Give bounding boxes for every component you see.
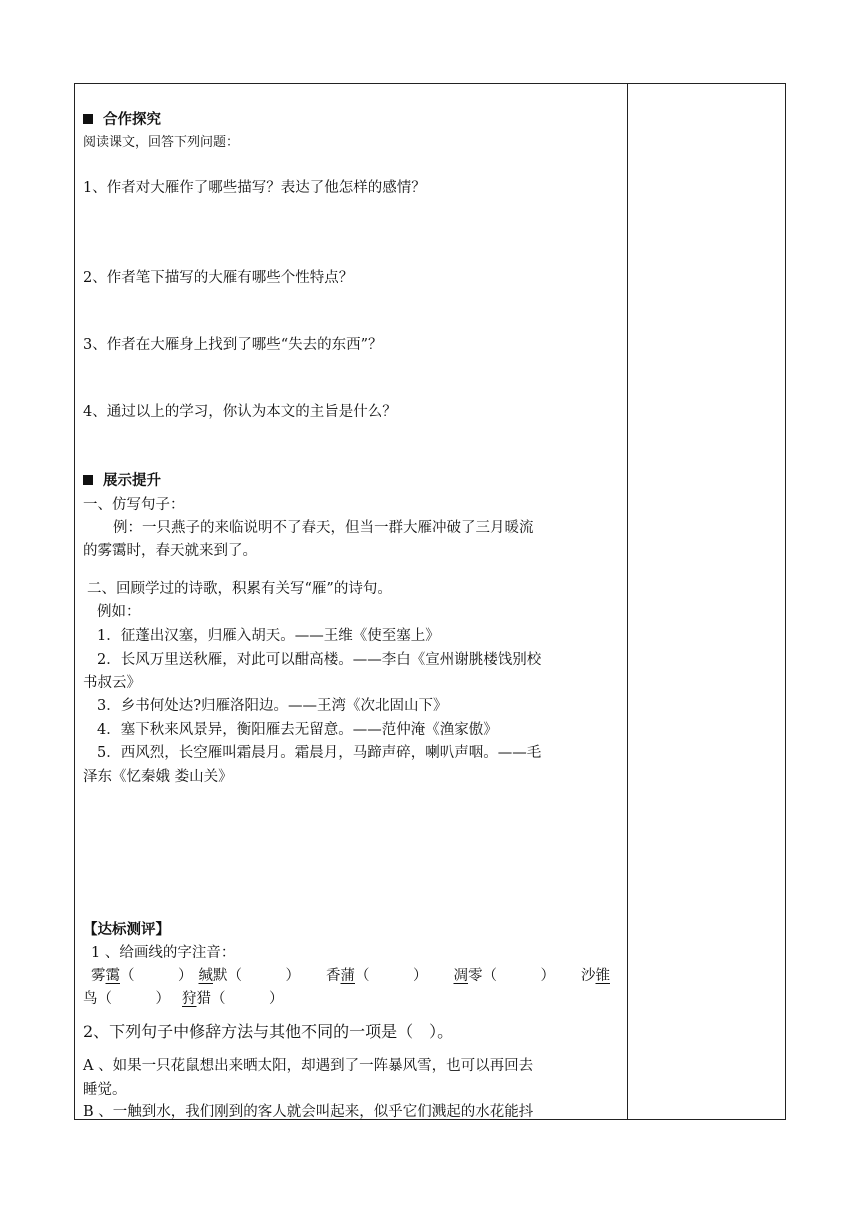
section-heading-showcase: 展示提升 xyxy=(83,469,621,490)
poem-line: 2．长风万里送秋雁，对此可以酣高楼。——李白《宣州谢朓楼饯别校 xyxy=(97,652,542,668)
example-line-1: 例：一只燕子的来临说明不了春天，但当一群大雁冲破了三月暖流 xyxy=(113,520,534,536)
square-bullet-icon xyxy=(83,114,93,124)
poem-line: 5．西风烈，长空雁叫霜晨月。霜晨月，马蹄声碎，喇叭声咽。——毛 xyxy=(97,745,542,761)
question-3: 3、作者在大雁身上找到了哪些“失去的东西”？ xyxy=(83,337,383,353)
q1-item: 沙锥 xyxy=(581,968,610,984)
instruction-text: 阅读课文，回答下列问题： xyxy=(83,135,240,150)
square-bullet-icon xyxy=(83,475,93,485)
option-b-line1: B 、一触到水，我们刚到的客人就会叫起来，似乎它们溅起的水花能抖 xyxy=(83,1104,534,1119)
section-heading-cooperative: 合作探究 xyxy=(83,108,621,129)
q1-item: 雾霭（ ） xyxy=(91,968,193,984)
poem-line: 书叔云》 xyxy=(83,675,141,691)
question-1: 1、作者对大雁作了哪些描写？表达了他怎样的感情？ xyxy=(83,180,426,196)
example-label: 例如： xyxy=(97,604,141,620)
q1-items-row2: 鸟（ ） 狩猎（ ） xyxy=(83,991,284,1007)
poem-line: 1．征蓬出汉塞，归雁入胡天。——王维《使至塞上》 xyxy=(97,628,440,644)
part2-title: 二、回顾学过的诗歌，积累有关写“雁”的诗句。 xyxy=(87,581,392,597)
column-divider xyxy=(627,84,628,1119)
poem-line: 泽东《忆秦娥 娄山关》 xyxy=(83,769,233,785)
part1-title: 一、仿写句子： xyxy=(83,497,185,513)
q1-items-row1 xyxy=(91,964,627,985)
poem-line: 4．塞下秋来风景异，衡阳雁去无留意。——范仲淹《渔家傲》 xyxy=(97,722,498,738)
option-a-line2: 睡觉。 xyxy=(83,1082,127,1098)
worksheet-table xyxy=(74,83,786,1120)
content-cell xyxy=(75,84,627,1119)
section-heading-assessment: 【达标测评】 xyxy=(83,922,170,938)
question-4: 4、通过以上的学习，你认为本文的主旨是什么？ xyxy=(83,404,397,420)
example-line-2: 的雾霭时，春天就来到了。 xyxy=(83,543,257,559)
q2-title: 2、下列句子中修辞方法与其他不同的一项是（ ）。 xyxy=(83,1022,454,1041)
option-a-line1: A 、如果一只花鼠想出来晒太阳，却遇到了一阵暴风雪，也可以再回去 xyxy=(83,1058,534,1074)
question-2: 2、作者笔下描写的大雁有哪些个性特点？ xyxy=(83,270,354,286)
q1-item: 凋零（ ） xyxy=(453,968,555,984)
poem-line: 3．乡书何处达?归雁洛阳边。——王湾《次北固山下》 xyxy=(97,698,448,714)
q1-item: 缄默（ ） xyxy=(198,968,300,984)
q1-title: 1 、给画线的字注音： xyxy=(91,945,236,961)
q1-item: 香蒲（ ） xyxy=(326,968,428,984)
